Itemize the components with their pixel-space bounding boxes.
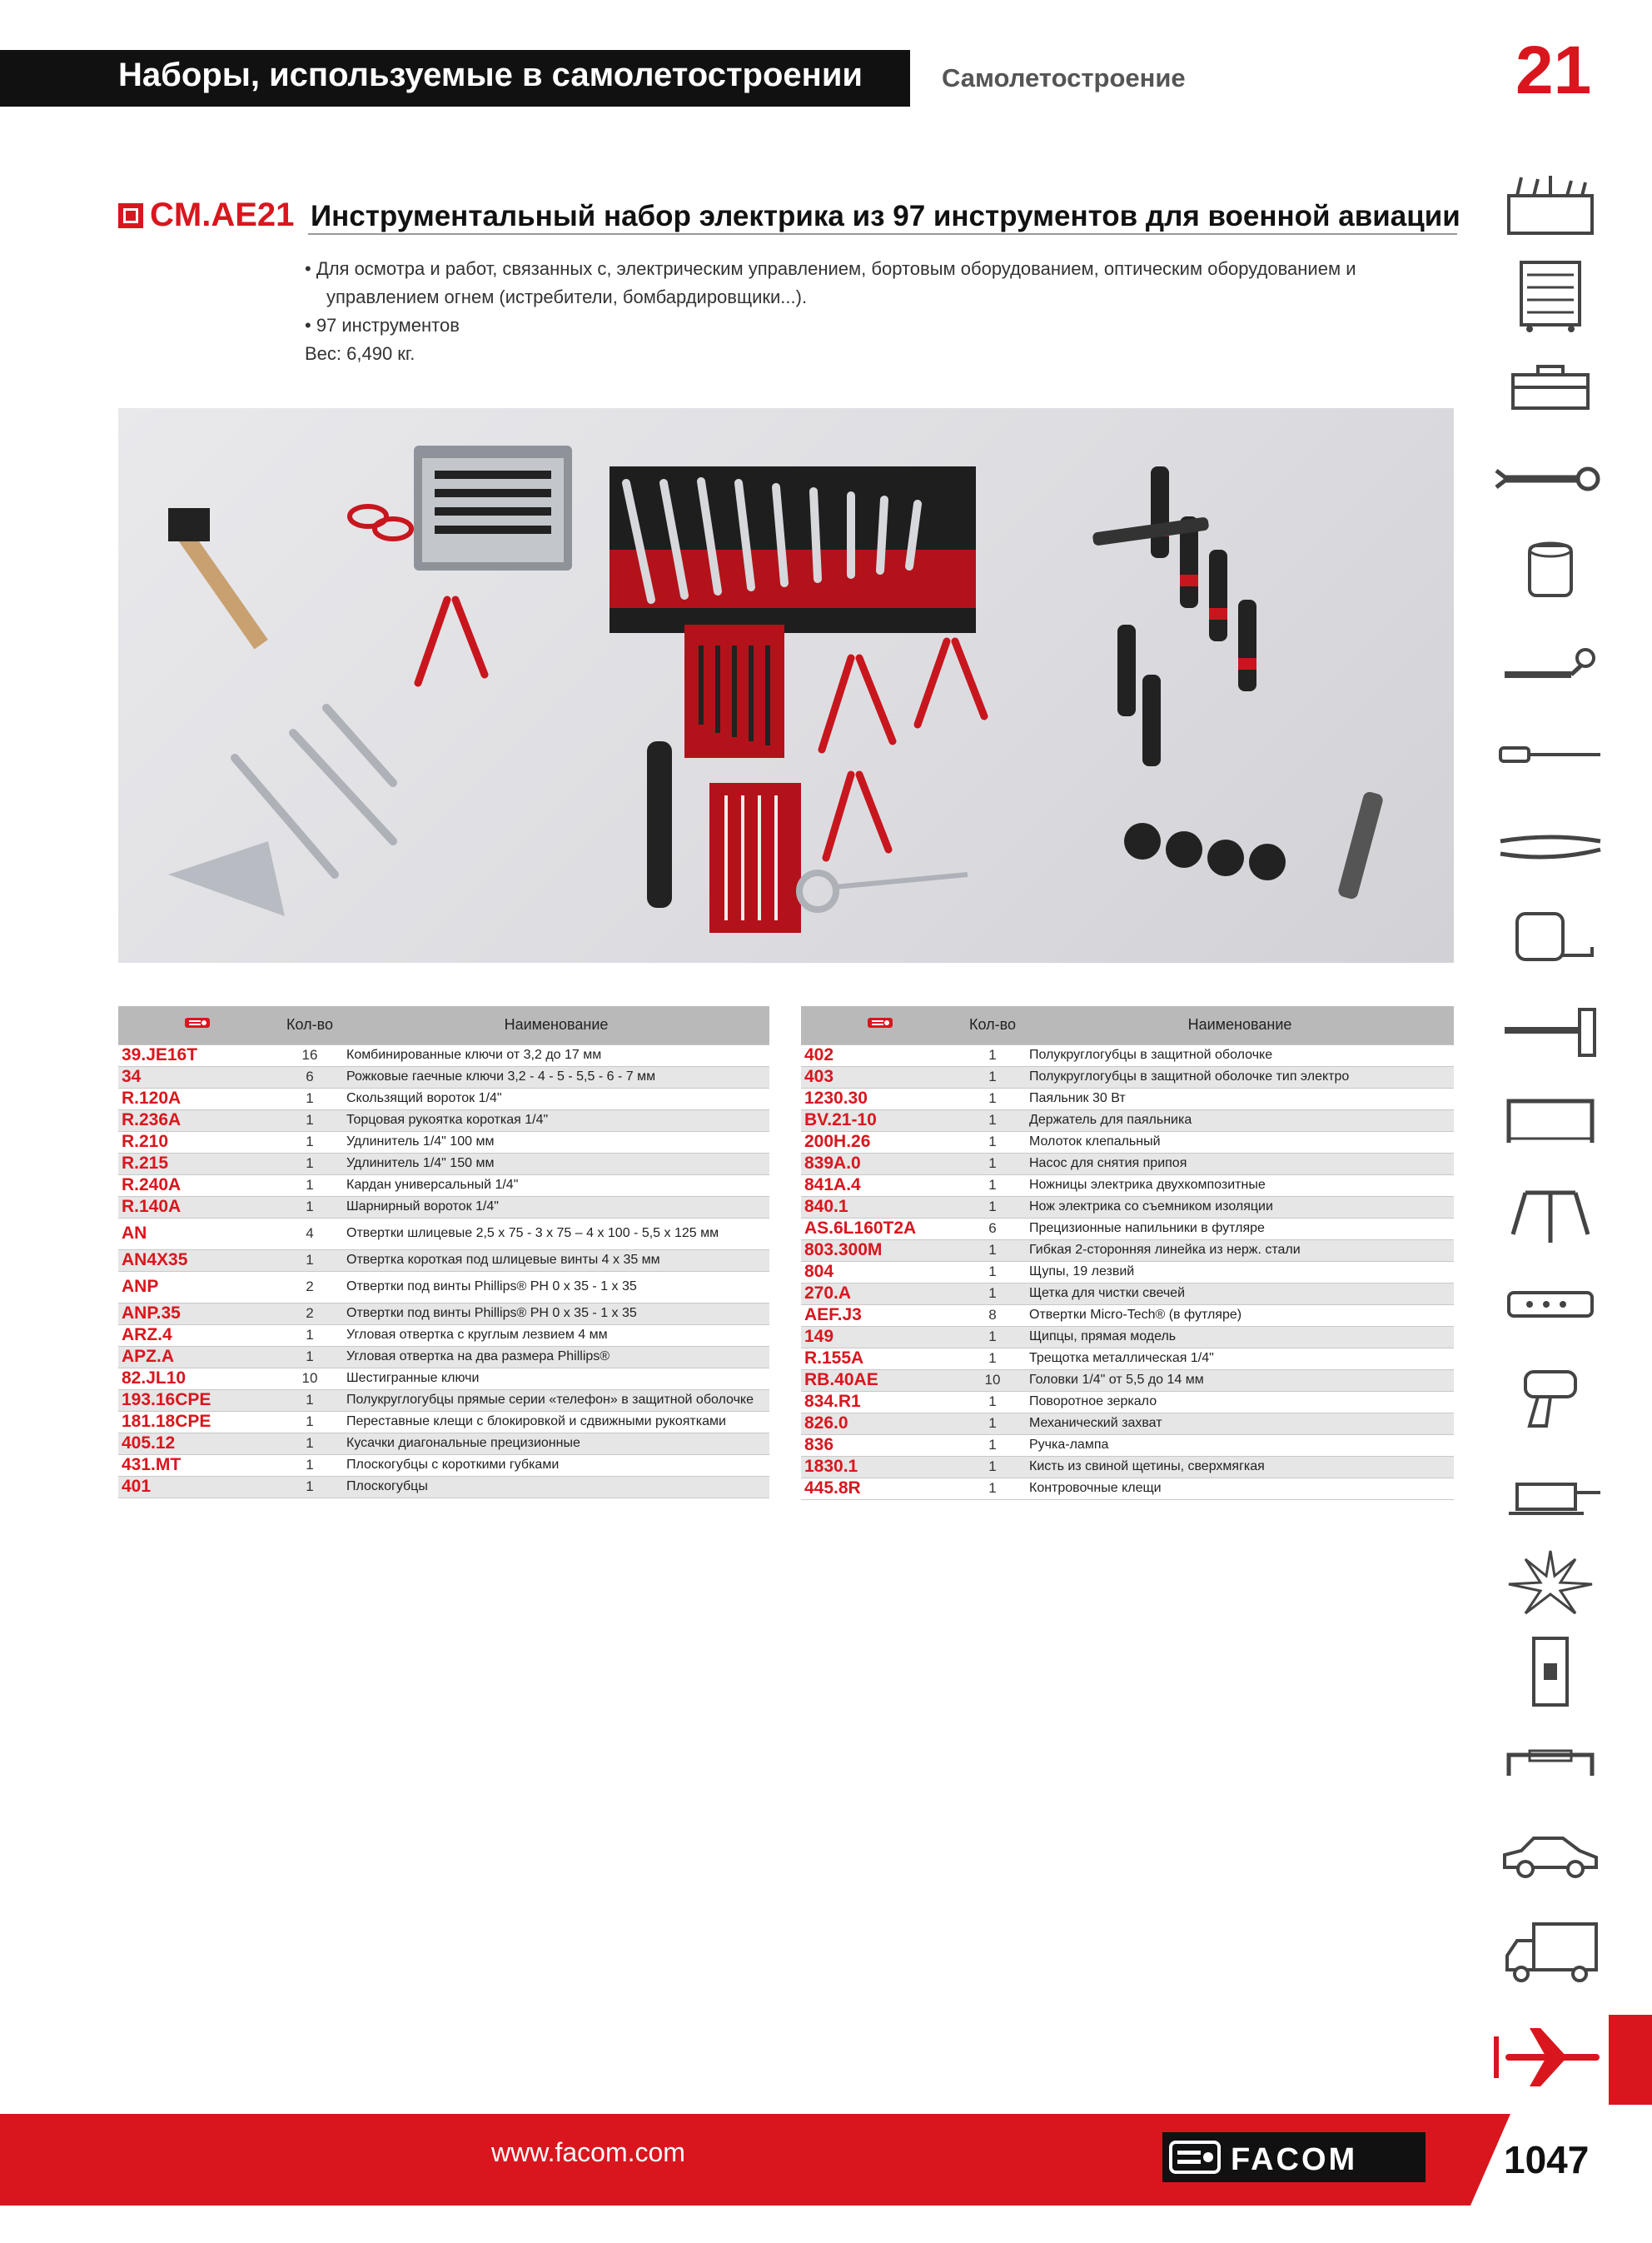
table-row	[118, 1109, 769, 1131]
table-row	[801, 1066, 1454, 1088]
page-title: Наборы, используемые в самолетостроении	[118, 57, 863, 93]
item-ref: 270.A	[801, 1283, 959, 1304]
item-name: Отвертки шлицевые 2,5 x 75 - 3 x 75 – 4 x 100 - 5,5 x 125 мм	[346, 1226, 719, 1240]
facom-logo-mark	[1162, 2132, 1426, 2182]
item-qty: 4	[306, 1225, 314, 1241]
item-qty: 1	[306, 1327, 314, 1343]
impact-wrench-icon-glyph	[1492, 1359, 1610, 1434]
item-name: Полукруглогубцы в защитной оболочке тип электро	[1026, 1066, 1454, 1088]
item-qty: 1	[959, 1153, 1026, 1174]
item-qty: 1	[959, 1413, 1026, 1434]
item-ref: 149	[801, 1326, 959, 1348]
item-name: Щупы, 19 лезвий	[1029, 1264, 1135, 1279]
parts-table-left	[118, 1006, 769, 1498]
item-name: Держатель для паяльника	[1026, 1109, 1454, 1131]
safety-icon[interactable]	[1492, 1543, 1610, 1617]
item-qty: 1	[276, 1346, 343, 1368]
product-photo	[118, 408, 1454, 963]
wrench-icon[interactable]	[1492, 441, 1610, 516]
item-ref: 1230.30	[804, 1089, 868, 1108]
qty-column-header: Кол-во	[959, 1006, 1026, 1044]
item-ref: APZ.A	[118, 1346, 276, 1368]
ratchet-icon[interactable]	[1492, 625, 1610, 700]
item-name: Шарнирный вороток 1/4"	[343, 1196, 769, 1218]
wrench-icon-glyph	[1492, 441, 1610, 516]
item-name: Рожковые гаечные ключи 3,2 - 4 - 5 - 5,5 - 6 - 7 мм	[343, 1066, 769, 1088]
table-row	[118, 1346, 769, 1368]
tool-box-icon-glyph	[1492, 350, 1610, 425]
item-ref: 803.300M	[801, 1239, 959, 1261]
item-ref: ANP.35	[118, 1303, 276, 1324]
tool-chest-set-icon[interactable]	[1492, 171, 1610, 246]
name-column-header: Наименование	[1026, 1006, 1454, 1044]
item-ref: R.236A	[118, 1109, 276, 1131]
title-divider	[308, 233, 1457, 235]
section-label: Самолетостроение	[942, 63, 1186, 92]
table-row	[118, 1174, 769, 1196]
item-qty: 8	[988, 1307, 997, 1323]
table-row	[801, 1369, 1454, 1391]
item-qty: 10	[301, 1370, 318, 1386]
active-section-tab	[1609, 2015, 1652, 2105]
screwdriver-icon[interactable]	[1492, 716, 1610, 791]
item-qty: 1	[988, 1393, 997, 1409]
item-ref: AS.6L160T2A	[804, 1219, 917, 1238]
table-row	[801, 1131, 1454, 1153]
item-ref: ANP	[122, 1277, 159, 1296]
item-name: Полукруглогубцы в защитной оболочке	[1029, 1048, 1273, 1062]
table-row	[118, 1389, 769, 1411]
item-qty: 1	[306, 1413, 314, 1429]
product-marker-icon	[118, 203, 143, 228]
pliers-icon[interactable]	[1492, 808, 1610, 883]
item-name: Отвертки под винты Phillips® PH 0 x 35 - 1 x 35	[346, 1279, 637, 1293]
circuit-breaker-icon[interactable]	[1492, 1634, 1610, 1709]
item-name: Отвертки под винты Phillips® PH 0 x 35 - 1 x 35	[343, 1303, 769, 1324]
item-name: Кисть из свиной щетины, сверхмягкая	[1026, 1456, 1454, 1478]
tool-chest-set-icon-glyph	[1492, 171, 1610, 246]
item-ref: R.140A	[118, 1196, 276, 1218]
parts-table-right	[801, 1006, 1454, 1500]
item-qty: 1	[988, 1437, 997, 1453]
item-ref: BV.21-10	[801, 1109, 959, 1131]
item-ref: 841A.4	[804, 1175, 861, 1194]
table-row	[801, 1044, 1454, 1066]
item-ref: 405.12	[118, 1433, 276, 1454]
item-name: Угловая отвертка на два размера Phillips®	[343, 1346, 769, 1368]
tool-cabinet-icon[interactable]	[1492, 258, 1610, 333]
screwdriver-icon-glyph	[1492, 716, 1610, 791]
item-name: Отвертки Micro-Tech® (в футляре)	[1029, 1308, 1242, 1322]
table-row	[801, 1174, 1454, 1196]
item-qty: 1	[988, 1350, 997, 1366]
item-name: Трещотка металлическая 1/4"	[1029, 1351, 1214, 1365]
table-row	[801, 1413, 1454, 1434]
car-icon-glyph	[1492, 1817, 1610, 1892]
product-weight: Вес: 6,490 кг.	[305, 343, 415, 364]
name-column-header: Наименование	[343, 1006, 769, 1044]
table-row	[118, 1368, 769, 1389]
item-name: Механический захват	[1026, 1413, 1454, 1434]
item-qty: 16	[301, 1047, 318, 1063]
facom-ref-icon	[185, 1016, 210, 1029]
item-qty: 1	[959, 1283, 1026, 1304]
item-qty: 1	[276, 1389, 343, 1411]
table-row	[801, 1109, 1454, 1131]
item-name: Молоток клепальный	[1029, 1134, 1161, 1149]
hammer-icon[interactable]	[1492, 993, 1610, 1068]
handle-icon-glyph	[1492, 1726, 1610, 1801]
table-row	[118, 1249, 769, 1271]
item-ref: 402	[804, 1045, 834, 1064]
table-row	[801, 1326, 1454, 1348]
item-name: Торцовая рукоятка короткая 1/4"	[343, 1109, 769, 1131]
item-ref: AEF.J3	[804, 1305, 862, 1324]
hacksaw-icon-glyph	[1492, 1084, 1610, 1159]
table-row	[801, 1196, 1454, 1218]
table-row	[118, 1454, 769, 1476]
item-qty: 6	[276, 1066, 343, 1088]
item-ref: 401	[118, 1476, 276, 1498]
item-ref: 834.R1	[804, 1392, 861, 1411]
item-qty: 1	[276, 1433, 343, 1454]
item-name: Паяльник 30 Вт	[1029, 1091, 1126, 1105]
item-ref: 181.18CPE	[122, 1412, 211, 1431]
table-row	[118, 1324, 769, 1346]
item-qty: 6	[988, 1220, 997, 1236]
item-ref: AN	[122, 1224, 147, 1243]
item-ref: 403	[801, 1066, 959, 1088]
item-qty: 1	[306, 1090, 314, 1106]
item-name: Щетка для чистки свечей	[1026, 1283, 1454, 1304]
circuit-breaker-icon-glyph	[1492, 1634, 1610, 1709]
item-ref: 836	[804, 1435, 834, 1454]
item-name: Комбинированные ключи от 3,2 до 17 мм	[346, 1048, 602, 1062]
item-name: Поворотное зеркало	[1029, 1394, 1157, 1408]
item-ref: R.120A	[122, 1089, 182, 1108]
tape-measure-icon-glyph	[1492, 901, 1610, 976]
item-ref: R.215	[118, 1153, 276, 1174]
item-name: Гибкая 2-сторонняя линейка из нерж. стали	[1026, 1239, 1454, 1261]
vise-icon[interactable]	[1492, 1451, 1610, 1526]
item-qty: 1	[276, 1476, 343, 1498]
puller-icon[interactable]	[1492, 1176, 1610, 1251]
hammer-icon-glyph	[1492, 993, 1610, 1068]
item-ref: 34	[118, 1066, 276, 1088]
item-ref: AN4X35	[118, 1249, 276, 1271]
item-qty: 1	[276, 1249, 343, 1271]
item-name: Плоскогубцы с короткими губками	[346, 1458, 560, 1472]
product-code: CM.AE21	[150, 197, 295, 233]
item-name: Щипцы, прямая модель	[1026, 1326, 1454, 1348]
table-row	[801, 1434, 1454, 1456]
item-qty: 1	[276, 1196, 343, 1218]
item-ref: 82.JL10	[122, 1368, 187, 1388]
description-line: • Для осмотра и работ, связанных с, электрическим управлением, бортовым оборудованием, оптическим оборудованием и	[305, 258, 1356, 279]
socket-icon[interactable]	[1492, 533, 1610, 608]
item-name: Ручка-лампа	[1029, 1438, 1109, 1452]
item-qty: 1	[959, 1196, 1026, 1218]
table-row	[801, 1456, 1454, 1478]
item-name: Контровочные клещи	[1029, 1481, 1162, 1495]
item-name: Скользящий вороток 1/4"	[346, 1091, 502, 1105]
car-icon[interactable]	[1492, 1817, 1610, 1892]
item-name: Кусачки диагональные прецизионные	[343, 1433, 769, 1454]
facom-ref-icon	[868, 1016, 893, 1029]
item-name: Удлинитель 1/4" 100 мм	[346, 1134, 495, 1149]
item-qty: 1	[959, 1239, 1026, 1261]
item-qty: 1	[959, 1456, 1026, 1478]
puller-icon-glyph	[1492, 1176, 1610, 1251]
item-qty: 1	[988, 1264, 997, 1279]
item-ref: ARZ.4	[122, 1325, 172, 1344]
table-row	[801, 1283, 1454, 1304]
table-row	[118, 1153, 769, 1174]
item-qty: 1	[959, 1109, 1026, 1131]
item-qty: 2	[276, 1303, 343, 1324]
handle-icon[interactable]	[1492, 1726, 1610, 1801]
table-row	[801, 1239, 1454, 1261]
description-line: • 97 инструментов	[305, 315, 460, 336]
table-row	[118, 1066, 769, 1088]
item-name: Нож электрика со съемником изоляции	[1026, 1196, 1454, 1218]
tape-measure-icon[interactable]	[1492, 901, 1610, 976]
item-ref: R.155A	[804, 1348, 864, 1368]
item-name: Насос для снятия припоя	[1026, 1153, 1454, 1174]
table-row	[801, 1261, 1454, 1283]
table-row	[118, 1433, 769, 1454]
tool-set-illustration	[118, 408, 1454, 963]
tool-cabinet-icon-glyph	[1492, 258, 1610, 333]
item-qty: 1	[988, 1177, 997, 1193]
item-qty: 1	[959, 1066, 1026, 1088]
table-row	[801, 1304, 1454, 1326]
socket-icon-glyph	[1492, 533, 1610, 608]
item-qty: 1	[306, 1134, 314, 1149]
table-row	[118, 1044, 769, 1066]
truck-icon-glyph	[1492, 1916, 1610, 1991]
item-name: Головки 1/4" от 5,5 до 14 мм	[1026, 1369, 1454, 1391]
item-qty: 1	[988, 1134, 997, 1149]
item-qty: 1	[988, 1090, 997, 1106]
item-name: Шестигранные ключи	[346, 1371, 480, 1385]
item-ref: 39.JE16T	[122, 1045, 198, 1064]
facom-brand-text: FACOM	[1231, 2142, 1358, 2177]
table-row	[118, 1218, 769, 1249]
item-name: Переставные клещи с блокировкой и сдвижными рукоятками	[346, 1414, 726, 1428]
item-ref: 840.1	[801, 1196, 959, 1218]
vise-icon-glyph	[1492, 1451, 1610, 1526]
qty-column-header: Кол-во	[276, 1006, 343, 1044]
item-qty: 1	[988, 1047, 997, 1063]
table-row	[801, 1088, 1454, 1109]
item-name: Кардан универсальный 1/4"	[346, 1178, 519, 1192]
item-name: Плоскогубцы	[343, 1476, 769, 1498]
airplane-icon[interactable]	[1492, 2020, 1610, 2095]
ref-column-header	[118, 1006, 276, 1044]
page-number: 1047	[1504, 2138, 1590, 2181]
item-qty: 1	[306, 1457, 314, 1473]
item-ref: R.210	[122, 1132, 169, 1151]
item-ref: 826.0	[801, 1413, 959, 1434]
ratchet-icon-glyph	[1492, 625, 1610, 700]
impact-wrench-icon[interactable]	[1492, 1359, 1610, 1434]
item-name: Ножницы электрика двухкомпозитные	[1029, 1178, 1266, 1192]
pliers-icon-glyph	[1492, 808, 1610, 883]
item-ref: RB.40AE	[801, 1369, 959, 1391]
hacksaw-icon[interactable]	[1492, 1084, 1610, 1159]
table-row	[118, 1303, 769, 1324]
truck-icon[interactable]	[1492, 1916, 1610, 1991]
item-qty: 1	[306, 1177, 314, 1193]
table-row	[118, 1476, 769, 1498]
ref-column-header	[801, 1006, 959, 1044]
product-title: Инструментальный набор электрика из 97 инструментов для военной авиации	[311, 200, 1460, 232]
tester-icon[interactable]	[1492, 1268, 1610, 1343]
table-row	[118, 1196, 769, 1218]
item-name: Угловая отвертка с круглым лезвием 4 мм	[346, 1328, 608, 1342]
table-row	[801, 1391, 1454, 1413]
item-qty: 1	[276, 1109, 343, 1131]
item-name: Удлинитель 1/4" 150 мм	[343, 1153, 769, 1174]
item-qty: 2	[306, 1279, 314, 1294]
table-row	[801, 1348, 1454, 1369]
footer-url[interactable]: www.facom.com	[491, 2137, 685, 2167]
item-ref: 193.16CPE	[118, 1389, 276, 1411]
item-qty: 10	[959, 1369, 1026, 1391]
table-row	[801, 1153, 1454, 1174]
safety-icon-glyph	[1492, 1543, 1610, 1617]
airplane-icon-glyph	[1492, 2020, 1610, 2095]
item-name: Прецизионные напильники в футляре	[1029, 1221, 1265, 1235]
item-ref: 431.MT	[122, 1455, 182, 1474]
table-row	[118, 1131, 769, 1153]
item-name: Полукруглогубцы прямые серии «телефон» в защитной оболочке	[343, 1389, 769, 1411]
item-ref: 1830.1	[801, 1456, 959, 1478]
facom-logo	[1162, 2132, 1426, 2182]
tester-icon-glyph	[1492, 1268, 1610, 1343]
table-row	[801, 1218, 1454, 1239]
table-row	[118, 1271, 769, 1303]
tool-box-icon[interactable]	[1492, 350, 1610, 425]
item-qty: 1	[959, 1326, 1026, 1348]
item-name: Отвертка короткая под шлицевые винты 4 x 35 мм	[343, 1249, 769, 1271]
chapter-number: 21	[1515, 32, 1592, 108]
item-ref: 839A.0	[801, 1153, 959, 1174]
table-row	[801, 1478, 1454, 1499]
description-line: управлением огнем (истребители, бомбардировщики...).	[326, 287, 808, 307]
product-description	[305, 255, 1470, 368]
table-row	[118, 1411, 769, 1433]
item-ref: 804	[804, 1262, 834, 1281]
item-ref: 200H.26	[804, 1132, 871, 1151]
item-qty: 1	[276, 1153, 343, 1174]
table-row	[118, 1088, 769, 1109]
item-ref: R.240A	[122, 1175, 182, 1194]
item-ref: 445.8R	[804, 1478, 861, 1498]
item-qty: 1	[988, 1480, 997, 1496]
